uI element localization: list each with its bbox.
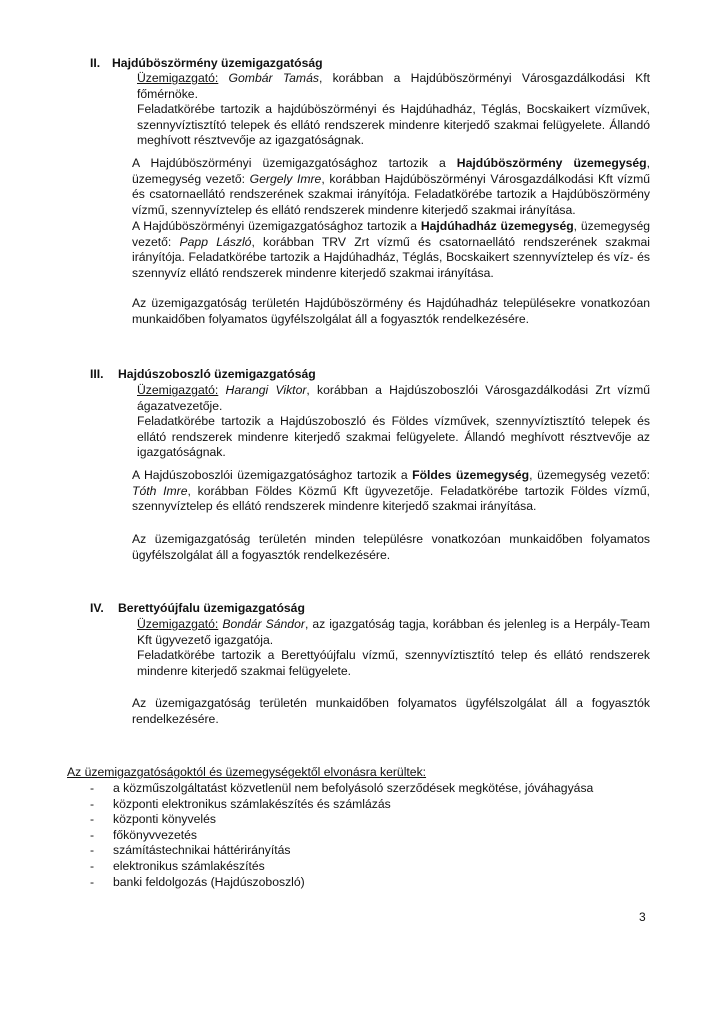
list-item: - főkönyvvezetés xyxy=(90,828,593,844)
unit-leader: Papp László xyxy=(179,234,252,249)
director-description: , korábban a Hajdúböszörményi Városgazdálkodási Kft főmérnöke. xyxy=(137,71,650,101)
unit-paragraph xyxy=(132,156,650,218)
director-description: , korábban a Hajdúszoboszlói Városgazdálkodási Zrt vízmű ágazatvezetője. xyxy=(137,383,651,413)
section-heading xyxy=(90,56,323,72)
unit-paragraph xyxy=(132,468,650,515)
unit-text: , korábban TRV Zrt vízmű és csatornaellátó rendszerének szakmai irányítója. Feladatkörébe tartozik a Hajdúhadház, Téglás, Bocskaikert szennyvíztelep és víz- és szennyvíz ellátó rendszerek mindenre kiterjedő szakmai irányítása. xyxy=(132,234,650,280)
director-paragraph xyxy=(137,383,650,414)
section-title: Hajdúböszörmény üzemigazgatóság xyxy=(112,56,323,70)
page-number: 3 xyxy=(639,910,646,924)
duties-paragraph: Feladatkörébe tartozik a hajdúböszörményi és Hajdúhadház, Téglás, Bocskaikert vízművek, szennyvíztisztító telepek és ellátó rendszerek mindenre kiterjedő szakmai felügyelete. Állandó meghívott résztvevője az igazgatóságnak. xyxy=(137,102,650,148)
removed-list xyxy=(90,781,593,890)
director-label: Üzemigazgató: xyxy=(137,71,219,85)
unit-text: , korábban Hajdúböszörményi Városgazdálkodási Kft vízmű és csatornaellátó rendszerének szakmai irányítója. Feladatkörébe tartozik a Hajdúböszörmény vízmű, szennyvíztelep és ellátó rendszerek mindenre kiterjedő szakmai irányítása. xyxy=(132,171,651,217)
unit-text: , üzemegység vezető: xyxy=(132,156,650,186)
unit-name: Hajdúhadház üzemegység xyxy=(420,219,574,233)
section-number: III. xyxy=(90,367,104,381)
unit-text: A Hajdúszoboszlói üzemigazgatósághoz tartozik a xyxy=(132,468,413,482)
unit-text: , korábban Földes Közmű Kft ügyvezetője. Feladatkörébe tartozik Földes vízmű, szennyvíztelep és ellátó rendszerek mindenre kiterjedő szakmai irányítása. xyxy=(132,483,650,514)
removed-list-title: Az üzemigazgatóságoktól és üzemegységektől elvonásra kerültek: xyxy=(67,765,427,779)
section-heading xyxy=(90,601,305,617)
unit-paragraph xyxy=(132,219,650,281)
unit-leader: Gergely Imre xyxy=(249,171,322,186)
duties-paragraph: Feladatkörébe tartozik a Hajdúszoboszló és Földes vízművek, szennyvíztisztító telepek és ellátó rendszerek mindenre kiterjedő szakmai felügyelete. Állandó meghívott résztvevője az igazgatóságnak. xyxy=(137,414,650,460)
customer-service-paragraph: Az üzemigazgatóság területén munkaidőben folyamatos ügyfélszolgálat áll a fogyasztók rendelkezésére. xyxy=(132,696,650,726)
unit-text: , üzemegység vezető: xyxy=(132,219,650,249)
director-description: , az igazgatóság tagja, korábban és jelenleg is a Herpály-Team Kft ügyvezető igazgatója. xyxy=(137,617,650,647)
director-label: Üzemigazgató: xyxy=(137,617,219,631)
unit-leader: Tóth Imre xyxy=(132,483,188,498)
unit-text: A Hajdúböszörményi üzemigazgatósághoz tartozik a xyxy=(132,219,421,233)
customer-service-paragraph: Az üzemigazgatóság területén minden településre vonatkozóan munkaidőben folyamatos ügyfélszolgálat áll a fogyasztók rendelkezésére. xyxy=(132,532,650,562)
list-item: - banki feldolgozás (Hajdúszoboszló) xyxy=(90,875,593,891)
customer-service-paragraph: Az üzemigazgatóság területén Hajdúböszörmény és Hajdúhadház településekre vonatkozóan munkaidőben folyamatos ügyfélszolgálat áll a fogyasztók rendelkezésére. xyxy=(132,296,650,326)
unit-name: Földes üzemegység xyxy=(412,468,530,482)
list-item: - elektronikus számlakészítés xyxy=(90,859,593,875)
director-name: Gombár Tamás xyxy=(228,71,319,85)
director-name: Bondár Sándor xyxy=(222,617,305,631)
unit-name: Hajdúböszörmény üzemegység xyxy=(456,156,647,170)
list-item: - központi könyvelés xyxy=(90,812,593,828)
unit-text: , üzemegység vezető: xyxy=(529,468,651,482)
section-number: II. xyxy=(90,56,101,70)
director-name: Harangi Viktor xyxy=(225,383,307,397)
director-paragraph xyxy=(137,617,650,648)
section-title: Berettyóújfalu üzemigazgatóság xyxy=(118,601,305,615)
list-item: - számítástechnikai háttérirányítás xyxy=(90,843,593,859)
director-paragraph xyxy=(137,71,650,102)
duties-paragraph: Feladatkörébe tartozik a Berettyóújfalu vízmű, szennyvíztisztító telep és ellátó rendszerek mindenre kiterjedő szakmai felügyelete. xyxy=(137,648,650,678)
list-item: - a közműszolgáltatást közvetlenül nem befolyásoló szerződések megkötése, jóváhagyása xyxy=(90,781,593,797)
list-item: - központi elektronikus számlakészítés és számlázás xyxy=(90,797,593,813)
section-heading xyxy=(90,367,316,383)
section-number: IV. xyxy=(90,601,104,615)
director-label: Üzemigazgató: xyxy=(137,383,219,397)
section-title: Hajdúszoboszló üzemigazgatóság xyxy=(118,367,316,381)
unit-text: A Hajdúböszörményi üzemigazgatósághoz tartozik a xyxy=(132,156,457,170)
